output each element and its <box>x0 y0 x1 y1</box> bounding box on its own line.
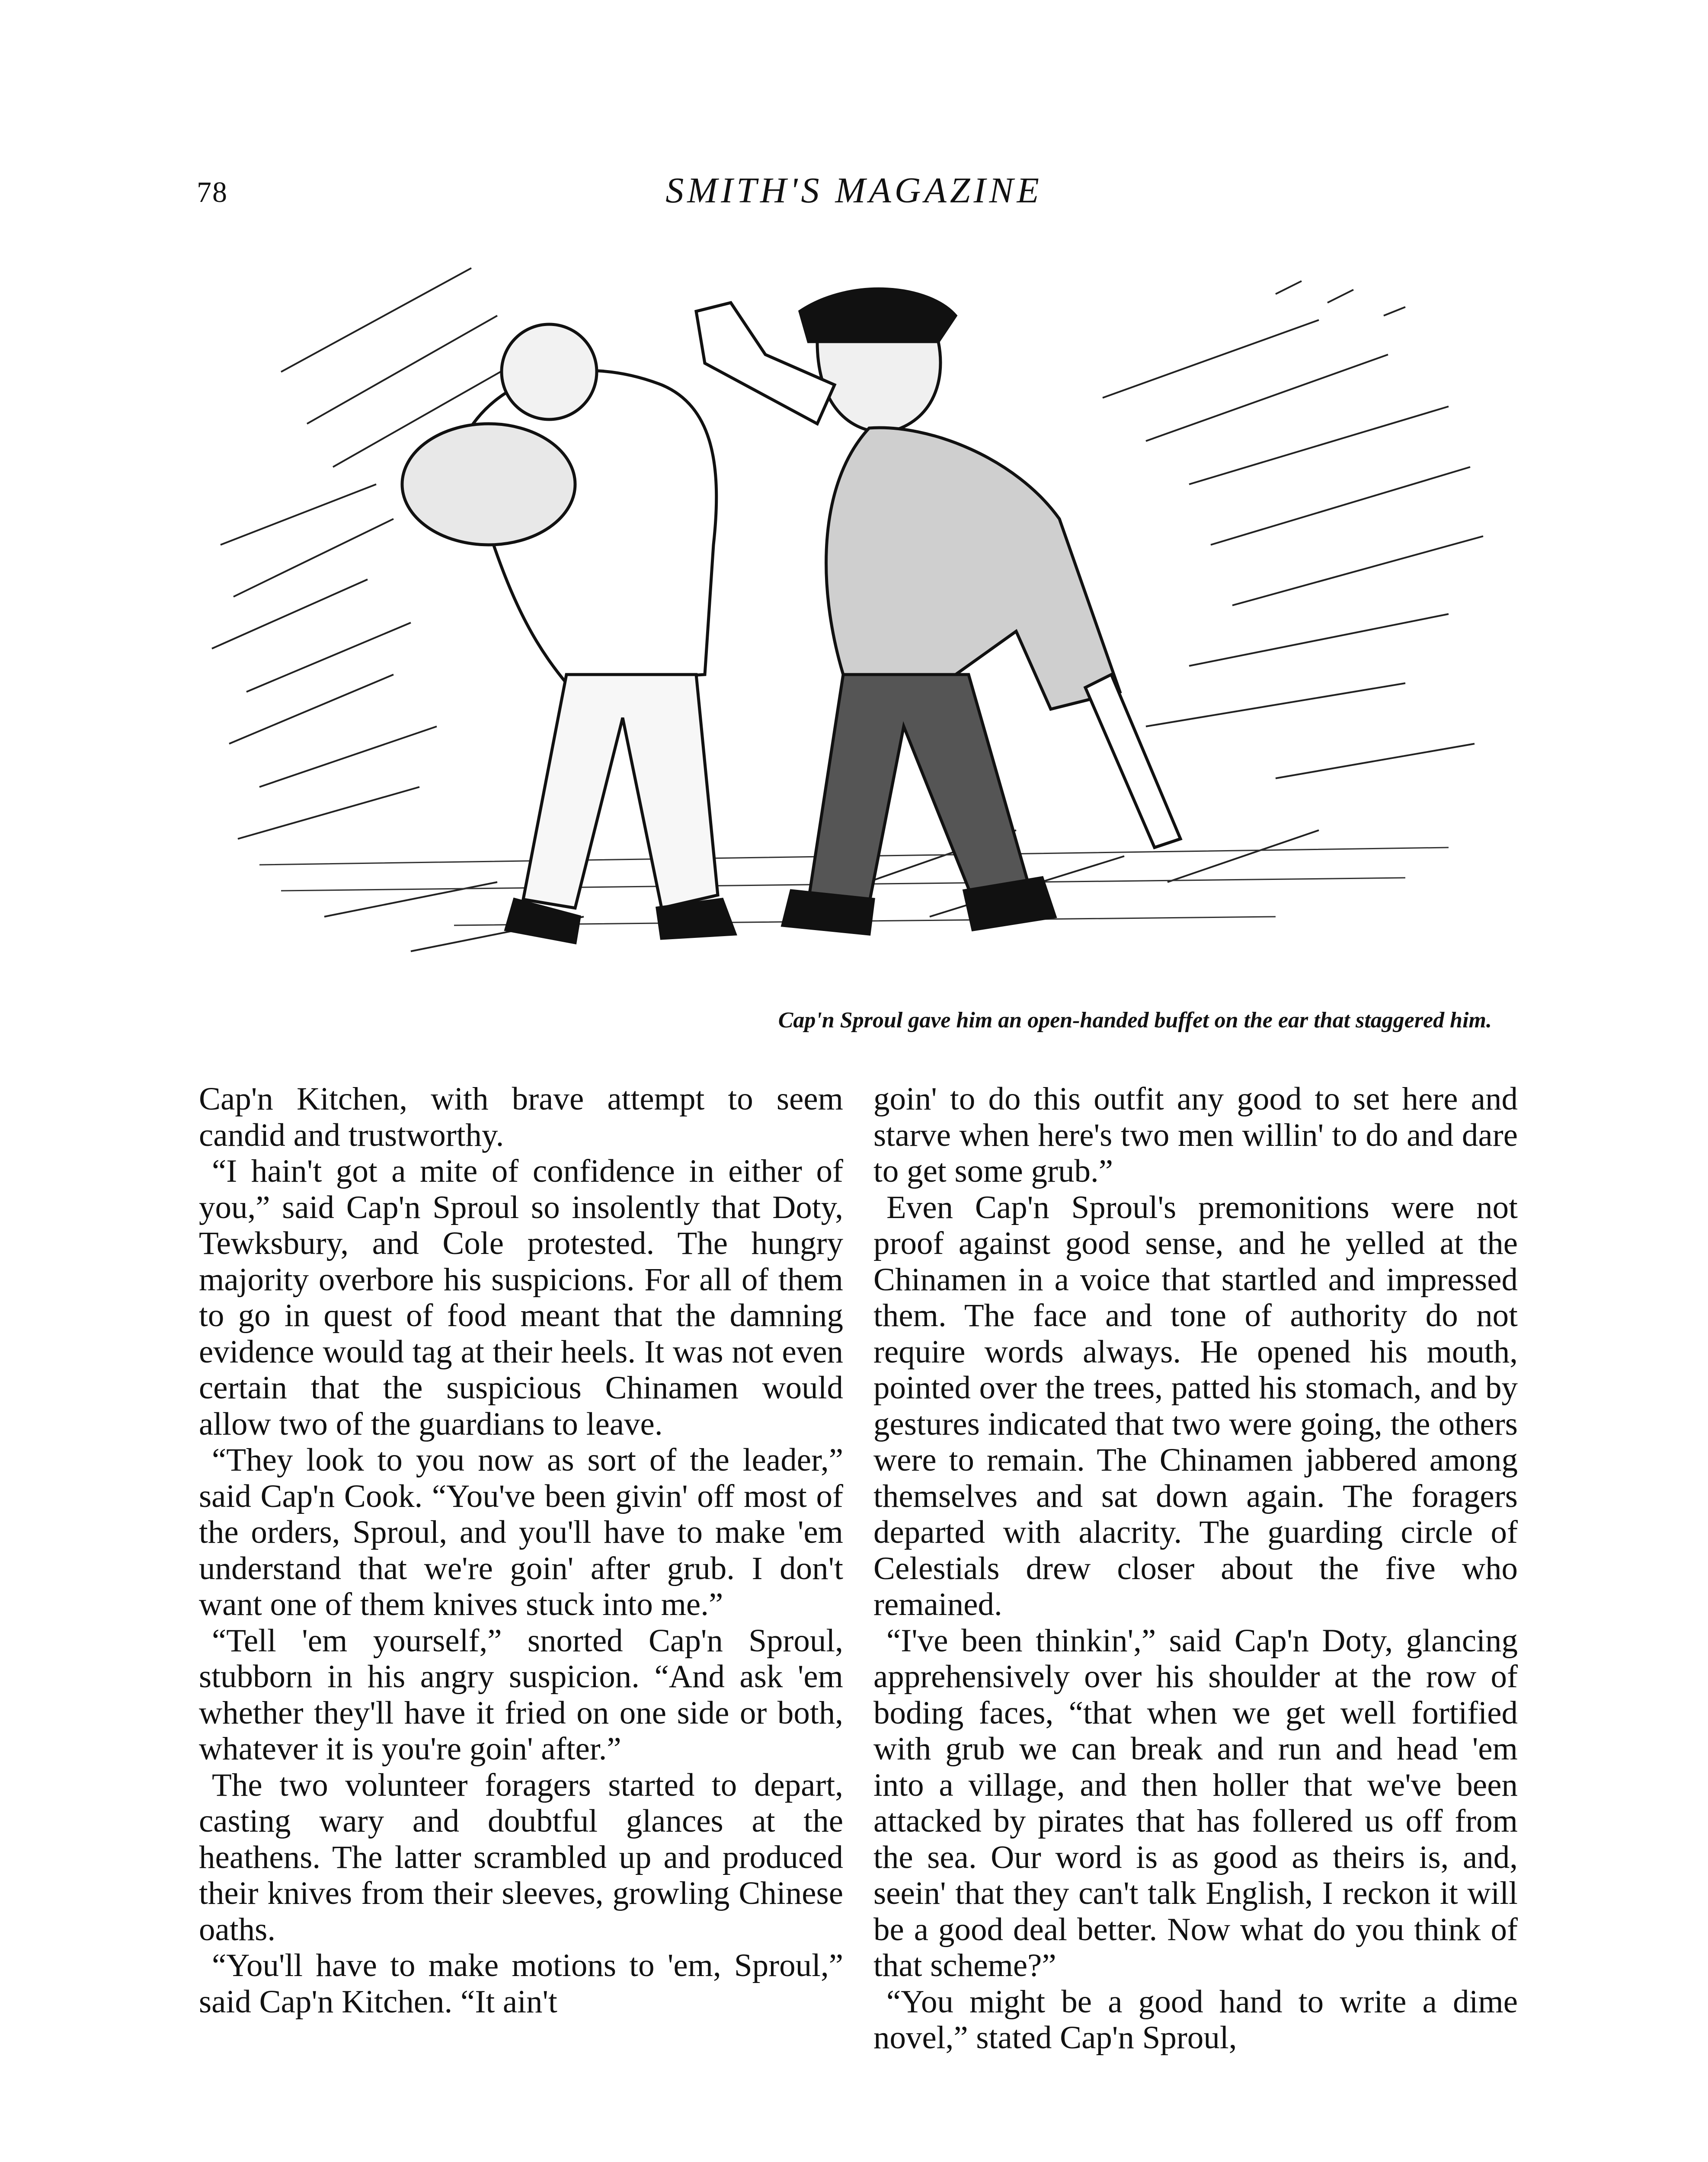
text-column-left <box>199 1081 843 2020</box>
text-column-right <box>873 1081 1518 2056</box>
paragraph: “They look to you now as sort of the leader,” said Cap'n Cook. “You've been givin' off most of the orders, Sproul, and you'll have to make 'em understand that we're goin' after grub. I don't want one of them knives stuck into me.” <box>199 1442 843 1622</box>
paragraph: “You might be a good hand to write a dime novel,” stated Cap'n Sproul, <box>873 1983 1518 2056</box>
running-head: SMITH'S MAGAZINE <box>665 170 1043 211</box>
paragraph: “I hain't got a mite of confidence in either of you,” said Cap'n Sproul so insolently that Doty, Tewksbury, and Cole protested. The hungry majority overbore his suspicions. For all of them to go in quest of food meant that the damning evidence would tag at their heels. It was not even certain that the suspicious Chinamen would allow two of the guardians to leave. <box>199 1153 843 1442</box>
paragraph: Cap'n Kitchen, with brave attempt to seem candid and trustworthy. <box>199 1081 843 1153</box>
paragraph: “I've been thinkin',” said Cap'n Doty, glancing apprehensively over his shoulder at the row of boding faces, “that when we get well fortified with grub we can break and run and head 'em into a village, and then holler that we've been attacked by pirates that has follered us off from the sea. Our word is as good as theirs is, and, seein' that they can't talk English, I reckon it will be a good deal better. Now what do you think of that scheme?” <box>873 1622 1518 1983</box>
illustration <box>195 242 1505 995</box>
paragraph: goin' to do this outfit any good to set here and starve when here's two men willin' to do and dare to get some grub.” <box>873 1081 1518 1189</box>
figure-left <box>402 324 735 943</box>
paragraph: “You'll have to make motions to 'em, Sproul,” said Cap'n Kitchen. “It ain't <box>199 1948 843 2020</box>
paragraph: The two volunteer foragers started to depart, casting wary and doubtful glances at the heathens. The latter scrambled up and produced their knives from their sleeves, growling Chinese oaths. <box>199 1767 843 1948</box>
figure-right <box>696 289 1180 934</box>
illustration-caption: Cap'n Sproul gave him an open-handed buffet on the ear that staggered him. <box>778 1008 1492 1033</box>
paragraph: “Tell 'em yourself,” snorted Cap'n Sproul, stubborn in his angry suspicion. “And ask 'em whether they'll have it fried on one side or both, whatever it is you're goin' after.” <box>199 1622 843 1767</box>
paragraph: Even Cap'n Sproul's premonitions were not proof against good sense, and he yelled at the Chinamen in a voice that startled and impressed them. The face and tone of authority do not require words always. He opened his mouth, pointed over the trees, patted his stomach, and by gestures indicated that two were going, the others were to remain. The Chinamen jabbered among themselves and sat down again. The foragers departed with alacrity. The guarding circle of Celestials drew closer about the five who remained. <box>873 1189 1518 1622</box>
page-number: 78 <box>197 176 228 208</box>
